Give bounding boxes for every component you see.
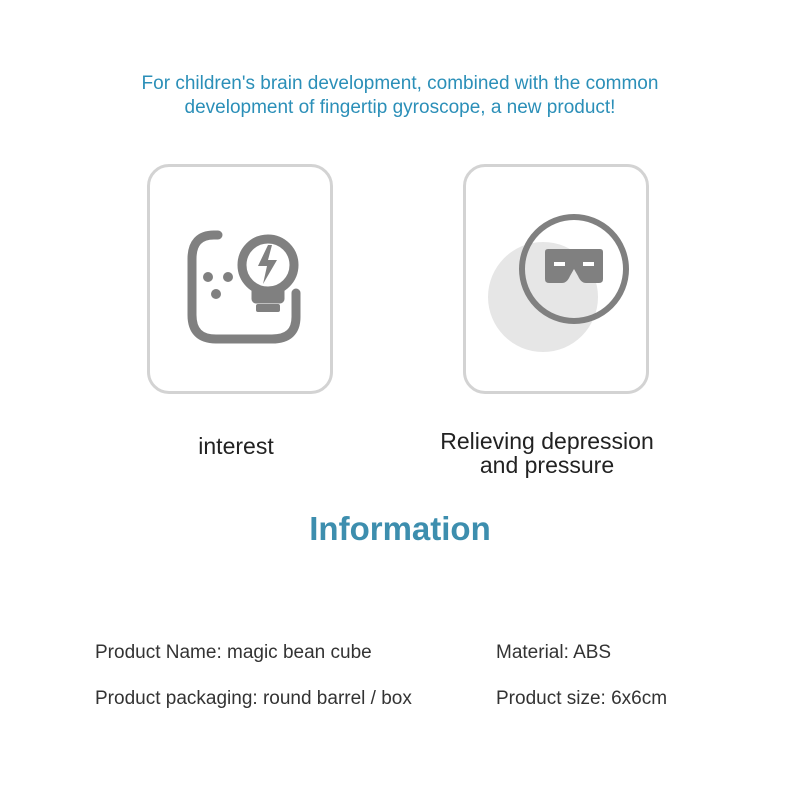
spec-product-name: Product Name: magic bean cube xyxy=(95,642,372,663)
intro-text xyxy=(0,72,800,120)
feature-label-relief xyxy=(397,429,697,477)
spec-material: Material: ABS xyxy=(496,642,612,663)
spec-product-size: Product size: 6x6cm xyxy=(496,688,668,709)
feature-label-relief-line-1: Relieving depression xyxy=(440,428,654,454)
information-title: Information xyxy=(309,510,491,547)
intro-line-2: development of fingertip gyroscope, a new product! xyxy=(184,97,616,118)
feature-card-relief xyxy=(463,164,649,394)
feature-label-relief-line-2: and pressure xyxy=(479,452,615,478)
feature-card-interest xyxy=(147,164,333,394)
vr-goggles-icon xyxy=(466,167,652,397)
intro-line-1: For children's brain development, combined with the common xyxy=(141,73,659,94)
brain-lightbulb-icon xyxy=(150,167,336,397)
feature-label-interest: interest xyxy=(198,433,274,459)
spec-product-packaging: Product packaging: round barrel / box xyxy=(95,688,412,709)
